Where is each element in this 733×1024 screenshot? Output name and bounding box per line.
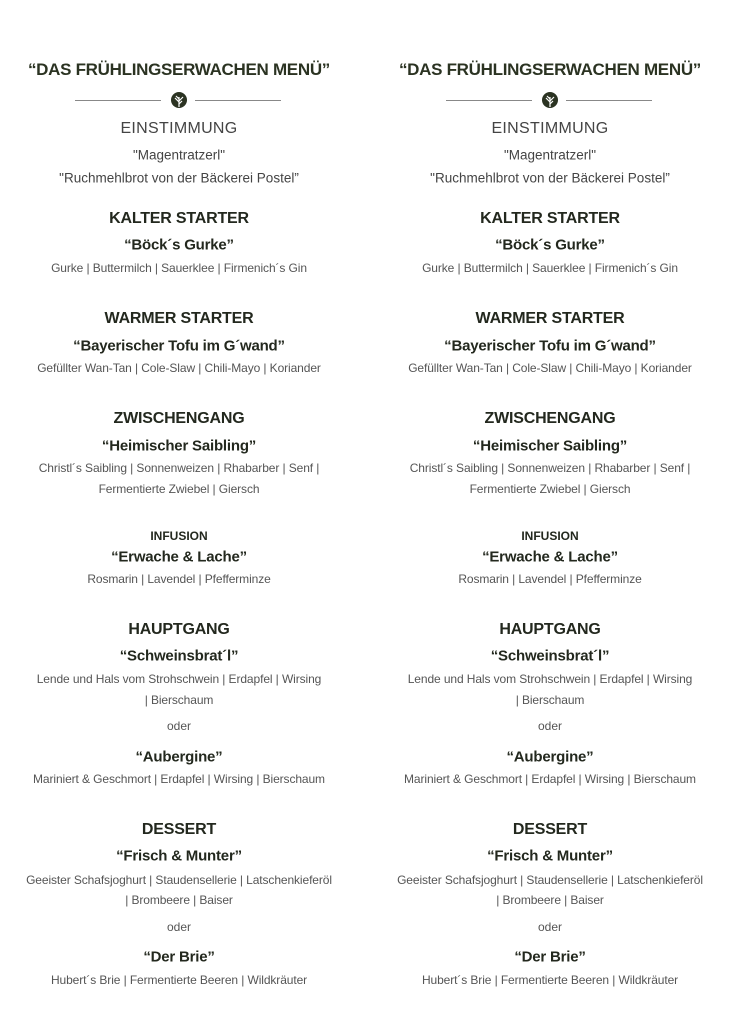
- course-heading: WARMER STARTER: [104, 310, 254, 327]
- dish-details: Christl´s Saibling | Sonnenweizen | Rhabarber | Senf |: [38, 461, 320, 475]
- dish-details: Fermentierte Zwiebel | Giersch: [469, 482, 631, 496]
- course-heading: DESSERT: [141, 821, 217, 838]
- menu-column-left: [0, 0, 362, 1024]
- course-heading: WARMER STARTER: [475, 310, 625, 327]
- course-heading: INFUSION: [521, 529, 579, 543]
- menu-title: “DAS FRÜHLINGSERWACHEN MENÜ”: [27, 60, 331, 79]
- dish-name: “Schweinsbrat´l”: [119, 647, 239, 665]
- menu-title: “DAS FRÜHLINGSERWACHEN MENÜ”: [398, 60, 702, 79]
- course-heading: KALTER STARTER: [109, 210, 249, 227]
- dish-name: “Erwache & Lache”: [111, 548, 247, 566]
- divider-line: [566, 100, 652, 101]
- dish-details: Geeister Schafsjoghurt | Staudensellerie | Latschenkieferöl: [397, 873, 703, 887]
- dish-details: Gefüllter Wan-Tan | Cole-Slaw | Chili-Mayo | Koriander: [408, 361, 692, 375]
- dish-name: “Schweinsbrat´l”: [490, 647, 610, 665]
- dish-name: “Bayerischer Tofu im G´wand”: [444, 337, 656, 355]
- dish-name: “Bayerischer Tofu im G´wand”: [73, 337, 285, 355]
- divider-line: [195, 100, 281, 101]
- dish-name: “Der Brie”: [514, 948, 586, 966]
- or-separator: oder: [537, 920, 563, 934]
- dish-details: Gefüllter Wan-Tan | Cole-Slaw | Chili-Mayo | Koriander: [37, 361, 321, 375]
- dish-name: “Der Brie”: [143, 948, 215, 966]
- dish-details: | Bierschaum: [144, 693, 214, 707]
- dish-details: Mariniert & Geschmort | Erdapfel | Wirsing | Bierschaum: [404, 772, 696, 786]
- dish-name: “Frisch & Munter”: [116, 847, 242, 865]
- dish-details: Rosmarin | Lavendel | Pfefferminze: [87, 572, 271, 586]
- intro-item: "Magentratzerl": [503, 147, 597, 163]
- intro-item: "Magentratzerl": [132, 147, 226, 163]
- dish-details: Rosmarin | Lavendel | Pfefferminze: [458, 572, 642, 586]
- course-heading: INFUSION: [150, 529, 208, 543]
- dish-name: “Böck´s Gurke”: [124, 236, 234, 254]
- or-separator: oder: [166, 920, 192, 934]
- dish-name: “Böck´s Gurke”: [495, 236, 605, 254]
- dish-name: “Heimischer Saibling”: [101, 437, 257, 455]
- course-heading: HAUPTGANG: [128, 621, 230, 638]
- dish-details: Lende und Hals vom Strohschwein | Erdapfel | Wirsing: [36, 672, 322, 686]
- course-heading: DESSERT: [512, 821, 588, 838]
- dish-details: Christl´s Saibling | Sonnenweizen | Rhabarber | Senf |: [409, 461, 691, 475]
- dish-name: “Erwache & Lache”: [482, 548, 618, 566]
- dish-details: Gurke | Buttermilch | Sauerklee | Firmenich´s Gin: [51, 261, 307, 275]
- intro-item: "Ruchmehlbrot von der Bäckerei Postel”: [430, 170, 670, 186]
- menu-column-right: [367, 0, 733, 1024]
- dish-name: “Heimischer Saibling”: [472, 437, 628, 455]
- course-heading: KALTER STARTER: [480, 210, 620, 227]
- title-divider: [0, 92, 362, 108]
- intro-heading: EINSTIMMUNG: [491, 120, 609, 137]
- course-heading: ZWISCHENGANG: [113, 410, 245, 427]
- tree-icon: [541, 92, 559, 108]
- dish-details: Lende und Hals vom Strohschwein | Erdapfel | Wirsing: [407, 672, 693, 686]
- dish-name: “Aubergine”: [506, 748, 594, 766]
- dish-name: “Frisch & Munter”: [487, 847, 613, 865]
- intro-item: "Ruchmehlbrot von der Bäckerei Postel”: [59, 170, 299, 186]
- divider-line: [75, 100, 161, 101]
- dish-details: Mariniert & Geschmort | Erdapfel | Wirsing | Bierschaum: [33, 772, 325, 786]
- dish-details: | Bierschaum: [515, 693, 585, 707]
- dish-details: | Brombeere | Baiser: [496, 893, 604, 907]
- or-separator: oder: [166, 719, 192, 733]
- course-heading: ZWISCHENGANG: [484, 410, 616, 427]
- dish-details: Hubert´s Brie | Fermentierte Beeren | Wildkräuter: [50, 973, 308, 987]
- dish-details: Fermentierte Zwiebel | Giersch: [98, 482, 260, 496]
- dish-details: Gurke | Buttermilch | Sauerklee | Firmenich´s Gin: [422, 261, 678, 275]
- or-separator: oder: [537, 719, 563, 733]
- divider-line: [446, 100, 532, 101]
- tree-icon: [170, 92, 188, 108]
- intro-heading: EINSTIMMUNG: [120, 120, 238, 137]
- dish-details: | Brombeere | Baiser: [125, 893, 233, 907]
- dish-details: Geeister Schafsjoghurt | Staudensellerie | Latschenkieferöl: [26, 873, 332, 887]
- dish-details: Hubert´s Brie | Fermentierte Beeren | Wildkräuter: [421, 973, 679, 987]
- dish-name: “Aubergine”: [135, 748, 223, 766]
- title-divider: [367, 92, 733, 108]
- course-heading: HAUPTGANG: [499, 621, 601, 638]
